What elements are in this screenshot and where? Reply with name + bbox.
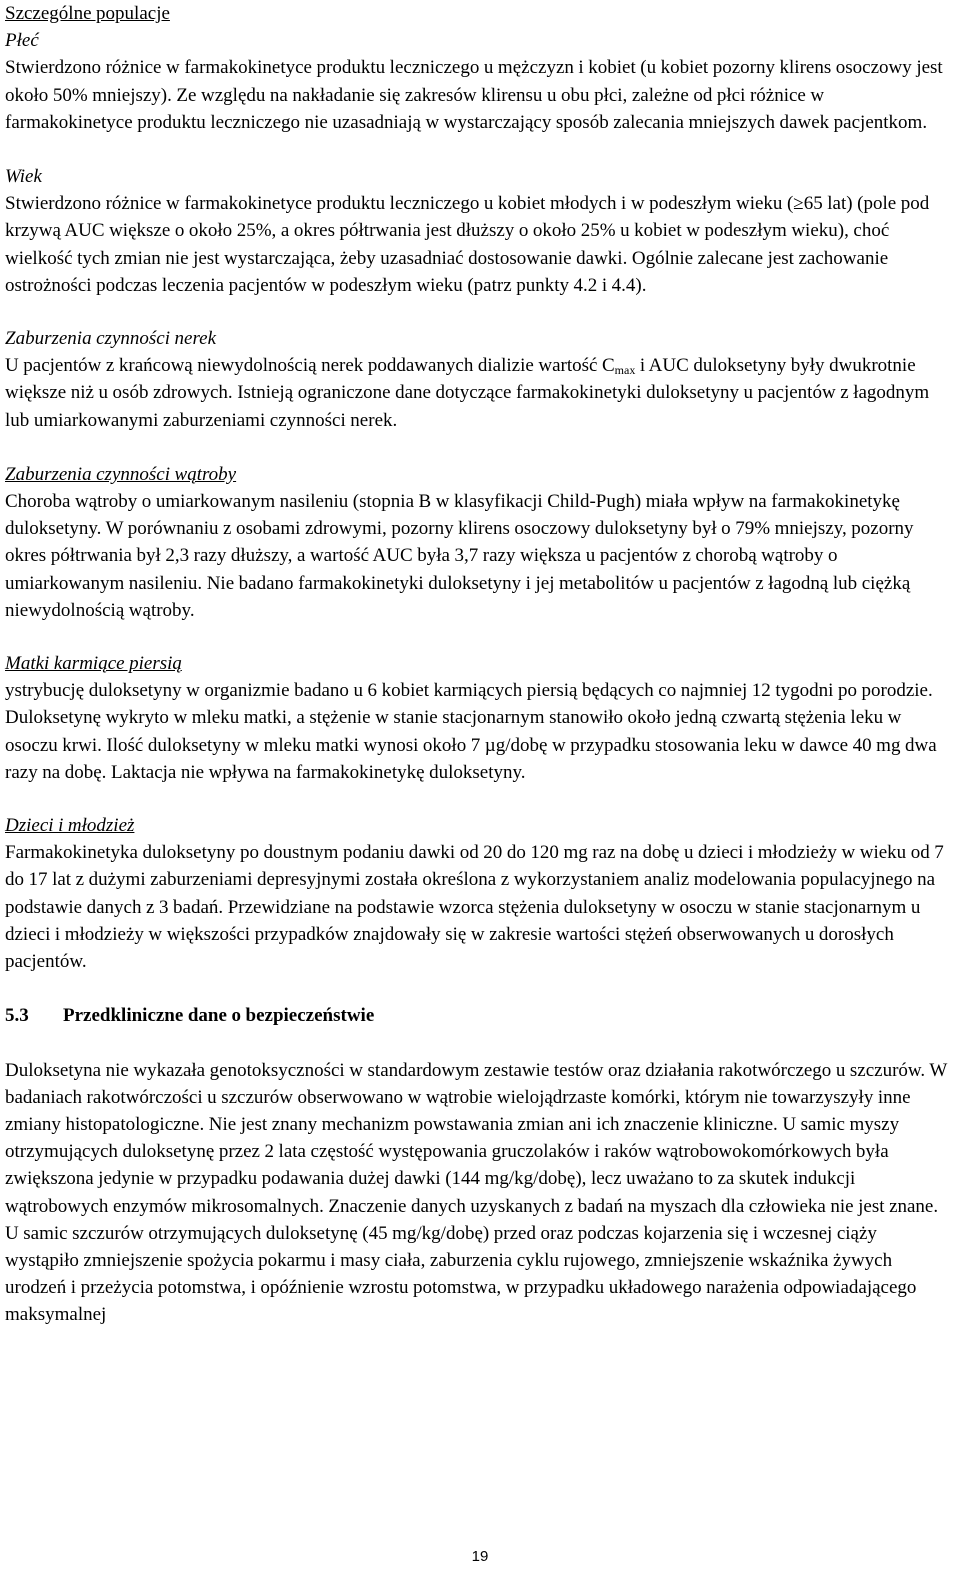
renal-subscript-max: max (614, 363, 636, 378)
heading-lactation: Matki karmiące piersią (5, 653, 182, 675)
renal-text-after: i AUC duloksetyny były dwukrotnie większe niż u osób zdrowych. Istnieją ograniczone dane dotyczące farmakokinetyki duloksetyny u pacjentów z łagodnym lub umiarkowanymi zaburzeniami czynności nerek. (5, 355, 930, 431)
heading-age: Wiek (5, 166, 42, 188)
paragraph-hepatic: Choroba wątroby o umiarkowanym nasileniu (stopnia B w klasyfikacji Child-Pugh) miała wpływ na farmakokinetykę duloksetyny. W porównaniu z osobami zdrowymi, pozorny klirens osoczowy duloksetyny był o 79% mniejszy, pozorny okres półtrwania był 2,3 razy dłuższy, a wartość AUC była 3,7 razy większa u pacjentów z chorobą wątroby o umiarkowanym nasileniu. Nie badano farmakokinetyki duloksetyny i jej metabolitów u pacjentów z łagodną lub ciężką niewydolnością wątroby. (5, 491, 914, 621)
heading-children: Dzieci i młodzież (5, 815, 135, 837)
paragraph-renal (5, 352, 953, 434)
heading-sex: Płeć (5, 30, 39, 52)
section-number: 5.3 (5, 1005, 29, 1027)
paragraph-children: Farmakokinetyka duloksetyny po doustnym podaniu dawki od 20 do 120 mg raz na dobę u dzieci i młodzieży w wieku od 7 do 17 lat z dużymi zaburzeniami depresyjnymi została określona z wykorzystaniem analiz modelowania populacyjnego na podstawie danych z 3 badań. Przewidziane na podstawie wzorca stężenia duloksetyny w osoczu w stanie stacjonarnym u dzieci i młodzieży w większości przypadków znajdowały się w zakresie wartości stężeń obserwowanych u dorosłych pacjentów. (5, 842, 944, 973)
heading-hepatic: Zaburzenia czynności wątroby (5, 463, 237, 485)
paragraph-age: Stwierdzono różnice w farmakokinetyce produktu leczniczego u kobiet młodych i w podeszłym wieku (≥65 lat) (pole pod krzywą AUC większe o około 25%, a okres półtrwania jest dłuższy o około 25% u kobiet w podeszłym wieku), choć wielkość tych zmian nie jest wystarczająca, żeby uzasadniać dostosowanie dawki. Ogólnie zalecane jest zachowanie ostrożności podczas leczenia pacjentów w podeszłym wieku (patrz punkty 4.2 i 4.4). (5, 193, 930, 296)
paragraph-sex: Stwierdzono różnice w farmakokinetyce produktu leczniczego u mężczyzn i kobiet (u kobiet pozorny klirens osoczowy jest około 50% mniejszy). Ze względu na nakładanie się zakresów klirensu u obu płci, zależne od płci różnice w farmakokinetyce produktu leczniczego nie uzasadniają w wystarczający sposób zalecania mniejszych dawek pacjentkom. (5, 57, 943, 133)
paragraph-lactation: ystrybucję duloksetyny w organizmie badano u 6 kobiet karmiących piersią będących co najmniej 12 tygodni po porodzie. Duloksetynę wykryto w mleku matki, a stężenie w stanie stacjonarnym stanowiło około jedną czwartą stężenia leku w osoczu krwi. Ilość duloksetyny w mleku matki wynosi około 7 µg/dobę w przypadku stosowania leku w dawce 40 mg dwa razy na dobę. Laktacja nie wpływa na farmakokinetykę duloksetyny. (5, 680, 937, 783)
section-heading-title: Przedkliniczne dane o bezpieczeństwie (63, 1005, 375, 1027)
page-number: 19 (471, 1548, 489, 1565)
heading-renal: Zaburzenia czynności nerek (5, 328, 217, 350)
document-page (5, 0, 953, 1329)
paragraph-preclinical: Duloksetyna nie wykazała genotoksyczności w standardowym zestawie testów oraz działania rakotwórczego u szczurów. W badaniach rakotwórczości u szczurów obserwowano w wątrobie wielojądrzaste komórki, którym nie towarzyszyły inne zmiany histopatologiczne. Nie jest znany mechanizm powstawania zmian ani ich znaczenie kliniczne. U samic myszy otrzymujących duloksetynę przez 2 lata częstość występowania gruczolaków i raków wątrobowokomórkowych była zwiększona jedynie w przypadku podawania dużej dawki (144 mg/kg/dobę), lecz uważano to za skutek indukcji wątrobowych enzymów mikrosomalnych. Znaczenie danych uzyskanych z badań na myszach dla człowieka nie jest znane. U samic szczurów otrzymujących duloksetynę (45 mg/kg/dobę) przed oraz podczas kojarzenia się i wczesnej ciąży wystąpiło zmniejszenie spożycia pokarmu i masy ciała, zaburzenia cyklu rujowego, zmniejszenie wskaźnika żywych urodzeń i przeżycia potomstwa, i opóźnienie wzrostu potomstwa, w przypadku układowego narażenia odpowiadającego maksymalnej (5, 1059, 947, 1326)
section-title: Szczególne populacje (5, 3, 170, 24)
section-heading-5-3 (5, 1002, 953, 1029)
renal-text-before: U pacjentów z krańcową niewydolnością nerek poddawanych dializie wartość C (5, 355, 615, 377)
